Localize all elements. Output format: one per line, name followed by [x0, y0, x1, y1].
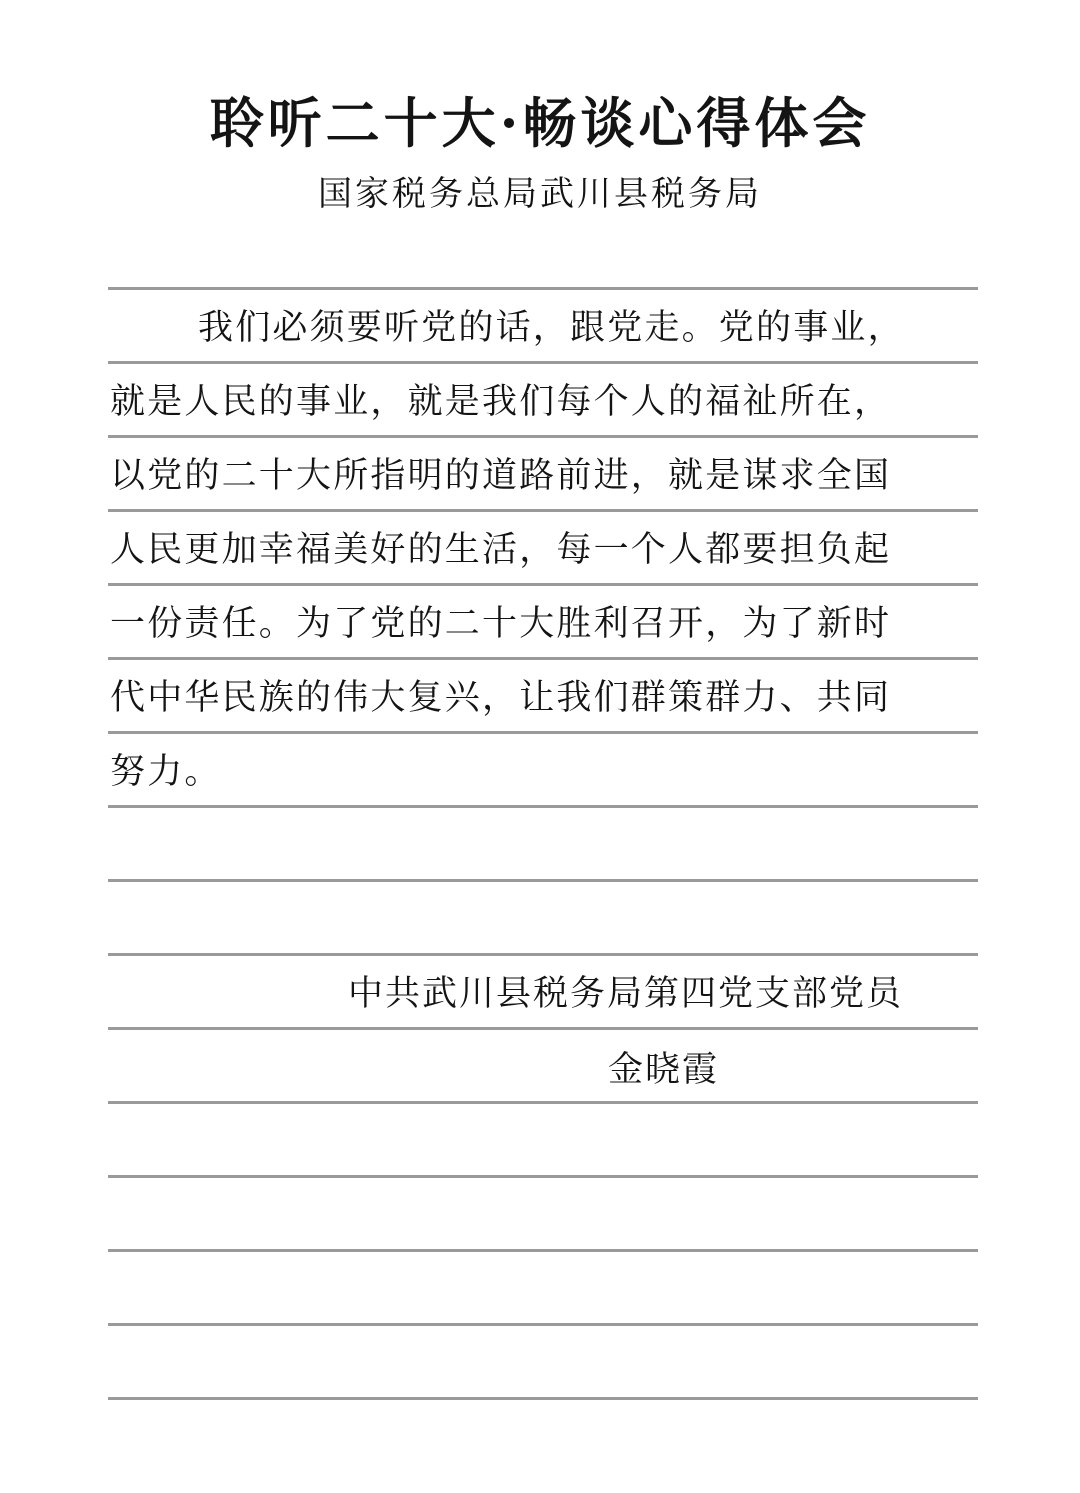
ruled-line	[108, 1323, 978, 1326]
body-line: 我们必须要听党的话，跟党走。党的事业，	[198, 308, 905, 348]
ruled-line	[108, 657, 978, 660]
ruled-line	[108, 953, 978, 956]
ruled-line	[108, 509, 978, 512]
body-line: 一份责任。为了党的二十大胜利召开，为了新时	[110, 604, 892, 644]
ruled-line	[108, 1027, 978, 1030]
ruled-line	[108, 361, 978, 364]
signature-name: 金晓霞	[608, 1050, 720, 1090]
ruled-line	[108, 435, 978, 438]
body-line: 就是人民的事业，就是我们每个人的福祉所在，	[110, 382, 892, 422]
page-subtitle: 国家税务总局武川县税务局	[318, 174, 762, 214]
ruled-line	[108, 1397, 978, 1400]
ruled-line	[108, 879, 978, 882]
page-title: 聆听二十大·畅谈心得体会	[209, 91, 871, 155]
ruled-line	[108, 287, 978, 290]
body-line: 代中华民族的伟大复兴，让我们群策群力、共同	[110, 678, 892, 718]
body-line: 以党的二十大所指明的道路前进，就是谋求全国	[110, 456, 892, 496]
signature-affiliation: 中共武川县税务局第四党支部党员	[348, 974, 904, 1014]
ruled-line	[108, 1101, 978, 1104]
ruled-line	[108, 1175, 978, 1178]
ruled-line	[108, 805, 978, 808]
ruled-line	[108, 583, 978, 586]
ruled-line	[108, 1249, 978, 1252]
body-line: 人民更加幸福美好的生活，每一个人都要担负起	[110, 530, 892, 570]
body-line: 努力。	[110, 752, 222, 792]
ruled-line	[108, 731, 978, 734]
